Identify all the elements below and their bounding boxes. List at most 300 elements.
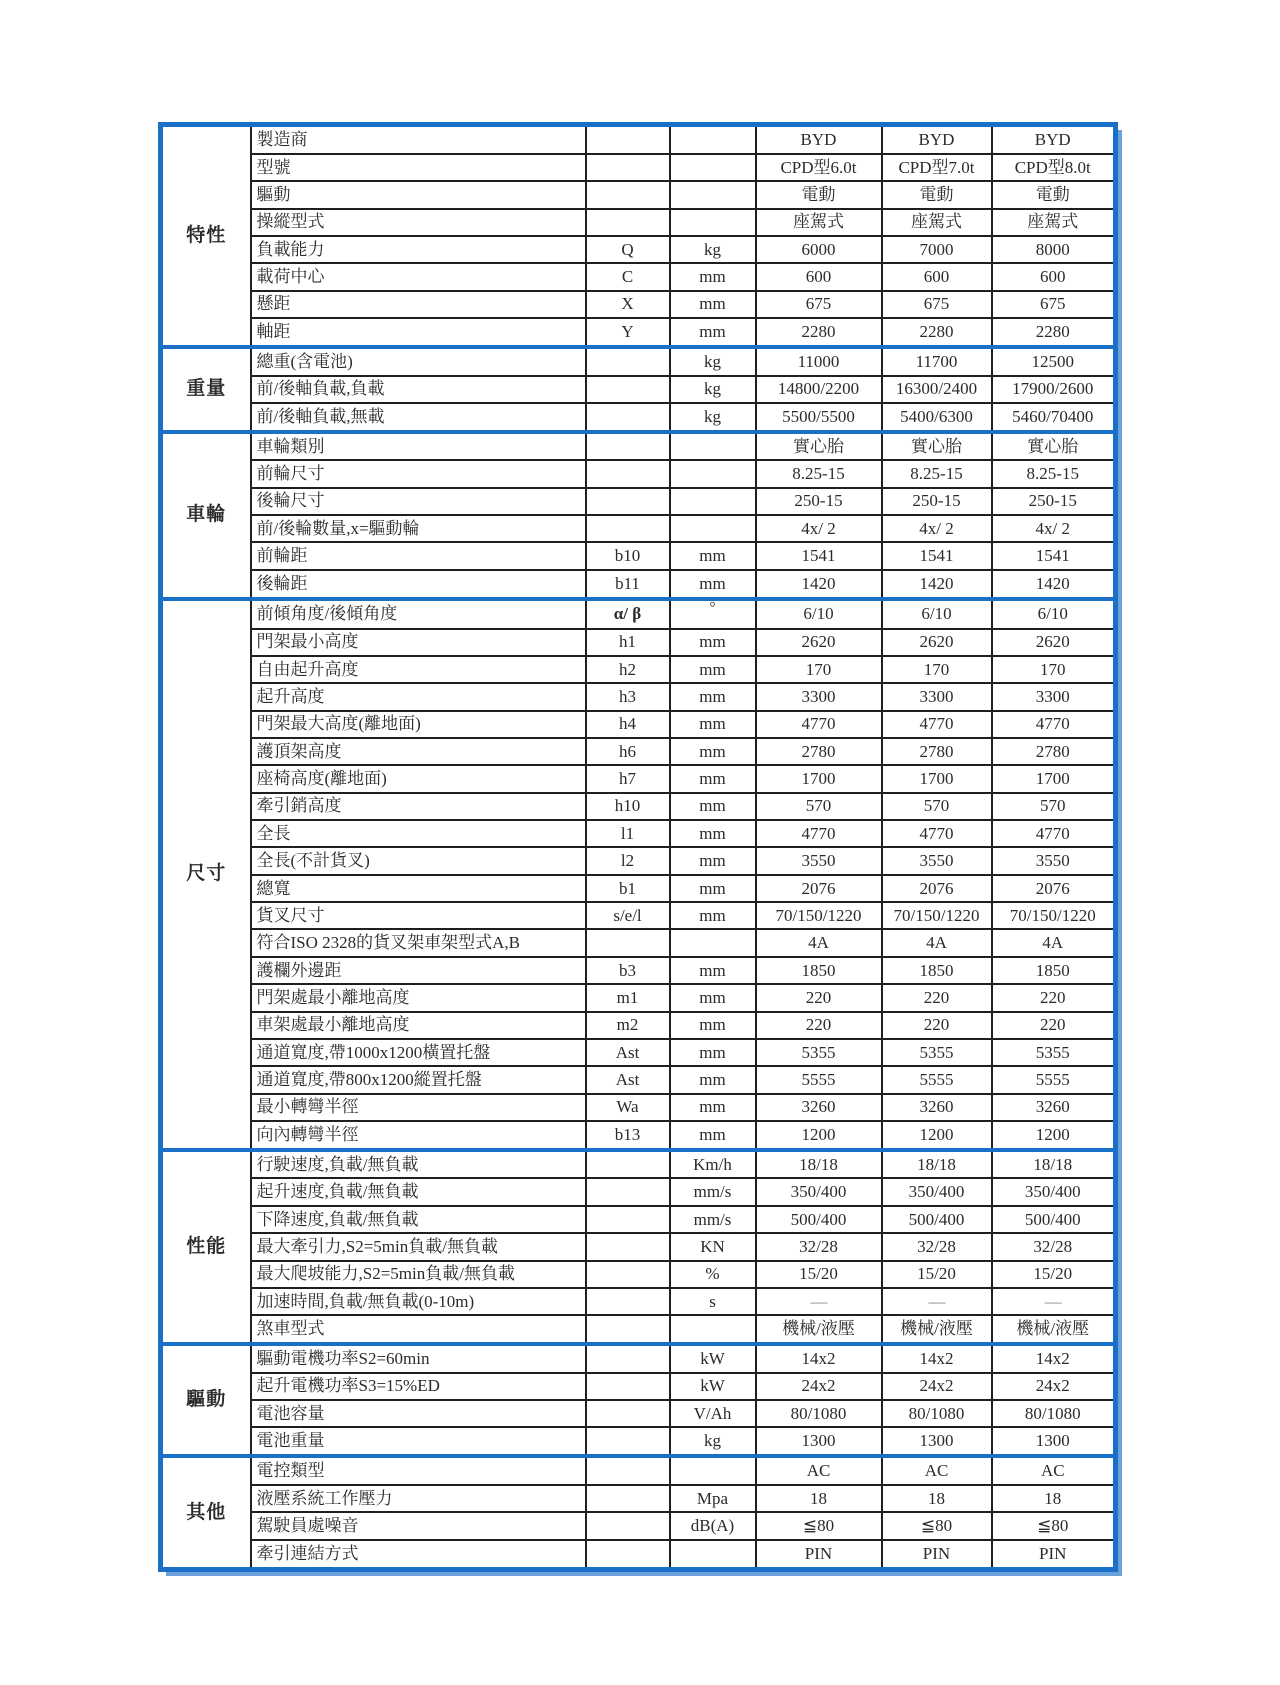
value: PIN [882, 1540, 992, 1570]
value: 14x2 [992, 1344, 1116, 1373]
unit: mm [670, 570, 756, 599]
value: 350/400 [882, 1178, 992, 1205]
unit: mm [670, 902, 756, 929]
table-row [161, 1039, 1116, 1066]
value: 170 [756, 656, 882, 683]
unit: mm [670, 793, 756, 820]
value: 2076 [992, 875, 1116, 902]
symbol: h4 [586, 711, 670, 738]
value: 15/20 [756, 1261, 882, 1288]
unit: kg [670, 236, 756, 263]
value: 2076 [882, 875, 992, 902]
table-row [161, 1512, 1116, 1539]
value: 2076 [756, 875, 882, 902]
value: 1300 [882, 1427, 992, 1456]
param-name: 下降速度,負載/無負載 [251, 1206, 586, 1233]
section-label: 特性 [161, 125, 251, 347]
symbol: C [586, 263, 670, 290]
value: 4x/ 2 [992, 515, 1116, 542]
param-name: 加速時間,負載/無負載(0-10m) [251, 1288, 586, 1315]
symbol: b3 [586, 957, 670, 984]
param-name: 起升速度,負載/無負載 [251, 1178, 586, 1205]
value: 3550 [882, 847, 992, 874]
param-name: 前輪距 [251, 542, 586, 569]
value: 6/10 [756, 599, 882, 629]
param-name: 通道寬度,帶800x1200縱置托盤 [251, 1066, 586, 1093]
value: 1541 [756, 542, 882, 569]
param-name: 最小轉彎半徑 [251, 1094, 586, 1121]
section-label: 尺寸 [161, 599, 251, 1150]
section-label: 重量 [161, 347, 251, 432]
value: 電動 [756, 181, 882, 208]
value: 570 [992, 793, 1116, 820]
unit: Mpa [670, 1485, 756, 1512]
value: 170 [992, 656, 1116, 683]
value: 15/20 [992, 1261, 1116, 1288]
table-row [161, 1121, 1116, 1150]
value: 4A [992, 929, 1116, 956]
unit [670, 460, 756, 487]
table-row [161, 236, 1116, 263]
value: 14x2 [756, 1344, 882, 1373]
value: 600 [882, 263, 992, 290]
table-row [161, 1261, 1116, 1288]
unit [670, 515, 756, 542]
symbol: h1 [586, 629, 670, 656]
value: 24x2 [992, 1373, 1116, 1400]
value: 600 [992, 263, 1116, 290]
value: 11700 [882, 347, 992, 376]
value: 250-15 [756, 488, 882, 515]
value: 80/1080 [882, 1400, 992, 1427]
unit: kW [670, 1344, 756, 1373]
value: 5460/70400 [992, 403, 1116, 432]
value: 350/400 [756, 1178, 882, 1205]
unit: kg [670, 376, 756, 403]
value: 3300 [756, 683, 882, 710]
value: 機械/液壓 [992, 1315, 1116, 1344]
unit: mm [670, 820, 756, 847]
param-name: 驅動 [251, 181, 586, 208]
symbol: Wa [586, 1094, 670, 1121]
table-row [161, 570, 1116, 599]
unit [670, 209, 756, 236]
value: 4770 [756, 820, 882, 847]
table-row [161, 1066, 1116, 1093]
table-row [161, 263, 1116, 290]
table-row [161, 125, 1116, 154]
unit: mm/s [670, 1178, 756, 1205]
value: 4770 [756, 711, 882, 738]
param-name: 前輪尺寸 [251, 460, 586, 487]
value: 70/150/1220 [756, 902, 882, 929]
value: 18 [882, 1485, 992, 1512]
unit: mm [670, 318, 756, 347]
table-row [161, 820, 1116, 847]
table-row [161, 1094, 1116, 1121]
param-name: 驅動電機功率S2=60min [251, 1344, 586, 1373]
param-name: 車架處最小離地高度 [251, 1012, 586, 1039]
unit: mm [670, 711, 756, 738]
value: 6/10 [882, 599, 992, 629]
table-row [161, 683, 1116, 710]
table-row [161, 957, 1116, 984]
symbol: b10 [586, 542, 670, 569]
value: 3300 [882, 683, 992, 710]
symbol [586, 1150, 670, 1179]
value: 5555 [756, 1066, 882, 1093]
param-name: 最大牽引力,S2=5min負載/無負載 [251, 1233, 586, 1260]
value: 座駕式 [882, 209, 992, 236]
unit [670, 929, 756, 956]
table-row [161, 318, 1116, 347]
value: 實心胎 [992, 432, 1116, 461]
unit [670, 488, 756, 515]
value: 1700 [882, 765, 992, 792]
param-name: 門架最大高度(離地面) [251, 711, 586, 738]
symbol: h3 [586, 683, 670, 710]
unit: dB(A) [670, 1512, 756, 1539]
unit: mm [670, 765, 756, 792]
symbol [586, 1427, 670, 1456]
value: 220 [882, 1012, 992, 1039]
symbol [586, 125, 670, 154]
value: 18/18 [992, 1150, 1116, 1179]
symbol [586, 154, 670, 181]
value: 24x2 [756, 1373, 882, 1400]
unit [670, 1456, 756, 1485]
value: 1200 [882, 1121, 992, 1150]
value: 220 [992, 984, 1116, 1011]
value: 170 [882, 656, 992, 683]
value: 電動 [882, 181, 992, 208]
value: 80/1080 [756, 1400, 882, 1427]
value: 4x/ 2 [756, 515, 882, 542]
value: 1850 [882, 957, 992, 984]
value [756, 1288, 882, 1315]
table-row [161, 1315, 1116, 1344]
param-name: 駕駛員處噪音 [251, 1512, 586, 1539]
symbol [586, 376, 670, 403]
table-row [161, 432, 1116, 461]
value: 220 [756, 984, 882, 1011]
symbol: b13 [586, 1121, 670, 1150]
param-name: 車輪類別 [251, 432, 586, 461]
param-name: 製造商 [251, 125, 586, 154]
symbol: α/ β [586, 599, 670, 629]
param-name: 全長(不計貨叉) [251, 847, 586, 874]
value: 2620 [992, 629, 1116, 656]
param-name: 護頂架高度 [251, 738, 586, 765]
table-row [161, 1373, 1116, 1400]
no-value-dash: — [1044, 1291, 1061, 1311]
symbol [586, 515, 670, 542]
param-name: 懸距 [251, 291, 586, 318]
value: 5355 [882, 1039, 992, 1066]
symbol [586, 347, 670, 376]
value: 6000 [756, 236, 882, 263]
spec-table [158, 122, 1118, 1572]
value: 3300 [992, 683, 1116, 710]
param-name: 門架處最小離地高度 [251, 984, 586, 1011]
value: 32/28 [882, 1233, 992, 1260]
param-name: 牽引銷高度 [251, 793, 586, 820]
param-name: 總寬 [251, 875, 586, 902]
value: 2280 [992, 318, 1116, 347]
symbol [586, 1288, 670, 1315]
degree-unit: ° [709, 599, 716, 616]
param-name: 自由起升高度 [251, 656, 586, 683]
param-name: 型號 [251, 154, 586, 181]
unit: kg [670, 403, 756, 432]
value: 1200 [756, 1121, 882, 1150]
value: 2780 [882, 738, 992, 765]
value: 6/10 [992, 599, 1116, 629]
value: 5555 [882, 1066, 992, 1093]
symbol: h2 [586, 656, 670, 683]
value: 電動 [992, 181, 1116, 208]
symbol [586, 460, 670, 487]
value: 3260 [992, 1094, 1116, 1121]
symbol: b11 [586, 570, 670, 599]
param-name: 前/後輪數量,x=驅動輪 [251, 515, 586, 542]
unit: % [670, 1261, 756, 1288]
symbol: s/e/l [586, 902, 670, 929]
param-name: 貨叉尺寸 [251, 902, 586, 929]
value: AC [992, 1456, 1116, 1485]
value: 8.25-15 [992, 460, 1116, 487]
table-row [161, 209, 1116, 236]
section-label: 性能 [161, 1150, 251, 1344]
unit: mm [670, 1121, 756, 1150]
no-value-dash: — [810, 1291, 827, 1311]
symbol [586, 488, 670, 515]
value: 4A [756, 929, 882, 956]
unit: mm [670, 957, 756, 984]
value: 3550 [992, 847, 1116, 874]
value [882, 1288, 992, 1315]
value: 機械/液壓 [882, 1315, 992, 1344]
table-row [161, 902, 1116, 929]
symbol [586, 209, 670, 236]
unit: mm [670, 1039, 756, 1066]
value: 1700 [992, 765, 1116, 792]
table-row [161, 460, 1116, 487]
unit: mm/s [670, 1206, 756, 1233]
value: 600 [756, 263, 882, 290]
spec-table-body [161, 125, 1116, 1570]
value: 24x2 [882, 1373, 992, 1400]
value: 4770 [882, 820, 992, 847]
table-row [161, 154, 1116, 181]
table-row [161, 376, 1116, 403]
value: 675 [756, 291, 882, 318]
param-name: 液壓系統工作壓力 [251, 1485, 586, 1512]
value: 18/18 [756, 1150, 882, 1179]
value: AC [756, 1456, 882, 1485]
value: 3260 [882, 1094, 992, 1121]
value: 5500/5500 [756, 403, 882, 432]
value: 4770 [992, 711, 1116, 738]
symbol: Ast [586, 1039, 670, 1066]
table-row [161, 1540, 1116, 1570]
param-name: 牽引連結方式 [251, 1540, 586, 1570]
value: 2620 [756, 629, 882, 656]
value: 220 [882, 984, 992, 1011]
table-row [161, 1427, 1116, 1456]
unit: mm [670, 291, 756, 318]
unit [670, 154, 756, 181]
value: 12500 [992, 347, 1116, 376]
value: 500/400 [756, 1206, 882, 1233]
unit: mm [670, 1012, 756, 1039]
unit [670, 125, 756, 154]
value: 1850 [756, 957, 882, 984]
param-name: 起升電機功率S3=15%ED [251, 1373, 586, 1400]
unit [670, 181, 756, 208]
unit: mm [670, 738, 756, 765]
symbol [586, 1206, 670, 1233]
value: 5400/6300 [882, 403, 992, 432]
param-name: 符合ISO 2328的貨叉架車架型式A,B [251, 929, 586, 956]
unit [670, 599, 756, 629]
param-name: 電池重量 [251, 1427, 586, 1456]
unit [670, 1540, 756, 1570]
param-name: 行駛速度,負載/無負載 [251, 1150, 586, 1179]
table-row [161, 1344, 1116, 1373]
value: 7000 [882, 236, 992, 263]
unit: mm [670, 847, 756, 874]
param-name: 門架最小高度 [251, 629, 586, 656]
value: 4x/ 2 [882, 515, 992, 542]
value: 8.25-15 [882, 460, 992, 487]
table-row [161, 403, 1116, 432]
value: 3550 [756, 847, 882, 874]
symbol [586, 1400, 670, 1427]
value: 32/28 [756, 1233, 882, 1260]
value: 500/400 [882, 1206, 992, 1233]
table-row [161, 1485, 1116, 1512]
value: 570 [882, 793, 992, 820]
spec-sheet-page [158, 122, 1118, 1572]
value: 2780 [756, 738, 882, 765]
value: 17900/2600 [992, 376, 1116, 403]
value: 1420 [882, 570, 992, 599]
value: BYD [992, 125, 1116, 154]
unit: mm [670, 1094, 756, 1121]
param-name: 全長 [251, 820, 586, 847]
value: 8000 [992, 236, 1116, 263]
value: 1541 [882, 542, 992, 569]
value: 3260 [756, 1094, 882, 1121]
value: 2780 [992, 738, 1116, 765]
value: CPD型8.0t [992, 154, 1116, 181]
param-name: 護欄外邊距 [251, 957, 586, 984]
param-name: 總重(含電池) [251, 347, 586, 376]
unit [670, 432, 756, 461]
unit: kW [670, 1373, 756, 1400]
symbol: h7 [586, 765, 670, 792]
value: 11000 [756, 347, 882, 376]
value: 14x2 [882, 1344, 992, 1373]
symbol [586, 1261, 670, 1288]
value: 250-15 [882, 488, 992, 515]
param-name: 前傾角度/後傾角度 [251, 599, 586, 629]
symbol [586, 1178, 670, 1205]
value: CPD型7.0t [882, 154, 992, 181]
value: 250-15 [992, 488, 1116, 515]
param-name: 電池容量 [251, 1400, 586, 1427]
table-row [161, 1400, 1116, 1427]
table-row [161, 1233, 1116, 1260]
value: 1300 [992, 1427, 1116, 1456]
table-row [161, 181, 1116, 208]
symbol: m1 [586, 984, 670, 1011]
unit: mm [670, 984, 756, 1011]
table-row [161, 984, 1116, 1011]
symbol [586, 929, 670, 956]
unit: mm [670, 629, 756, 656]
symbol [586, 1512, 670, 1539]
value: 14800/2200 [756, 376, 882, 403]
param-name: 負載能力 [251, 236, 586, 263]
value: 675 [992, 291, 1116, 318]
symbol: m2 [586, 1012, 670, 1039]
unit: s [670, 1288, 756, 1315]
symbol: Q [586, 236, 670, 263]
param-name: 後輪距 [251, 570, 586, 599]
value: 18/18 [882, 1150, 992, 1179]
value: 220 [992, 1012, 1116, 1039]
value: 1200 [992, 1121, 1116, 1150]
value: 18 [992, 1485, 1116, 1512]
unit: V/Ah [670, 1400, 756, 1427]
table-row [161, 629, 1116, 656]
value: 機械/液壓 [756, 1315, 882, 1344]
value: ≦80 [756, 1512, 882, 1539]
value: 220 [756, 1012, 882, 1039]
value: 座駕式 [992, 209, 1116, 236]
param-name: 電控類型 [251, 1456, 586, 1485]
section-label: 車輪 [161, 432, 251, 599]
value: 18 [756, 1485, 882, 1512]
unit [670, 1315, 756, 1344]
param-name: 後輪尺寸 [251, 488, 586, 515]
value: 500/400 [992, 1206, 1116, 1233]
value: BYD [882, 125, 992, 154]
value: 675 [882, 291, 992, 318]
value: ≦80 [992, 1512, 1116, 1539]
value: 1420 [756, 570, 882, 599]
value: 1541 [992, 542, 1116, 569]
value: 2280 [882, 318, 992, 347]
table-row [161, 793, 1116, 820]
value: CPD型6.0t [756, 154, 882, 181]
param-name: 向內轉彎半徑 [251, 1121, 586, 1150]
value: 5555 [992, 1066, 1116, 1093]
value: 16300/2400 [882, 376, 992, 403]
value: 32/28 [992, 1233, 1116, 1260]
param-name: 起升高度 [251, 683, 586, 710]
table-row [161, 488, 1116, 515]
table-row [161, 847, 1116, 874]
unit: mm [670, 1066, 756, 1093]
no-value-dash: — [928, 1291, 945, 1311]
value: 實心胎 [756, 432, 882, 461]
unit: mm [670, 263, 756, 290]
param-name: 座椅高度(離地面) [251, 765, 586, 792]
symbol [586, 1344, 670, 1373]
